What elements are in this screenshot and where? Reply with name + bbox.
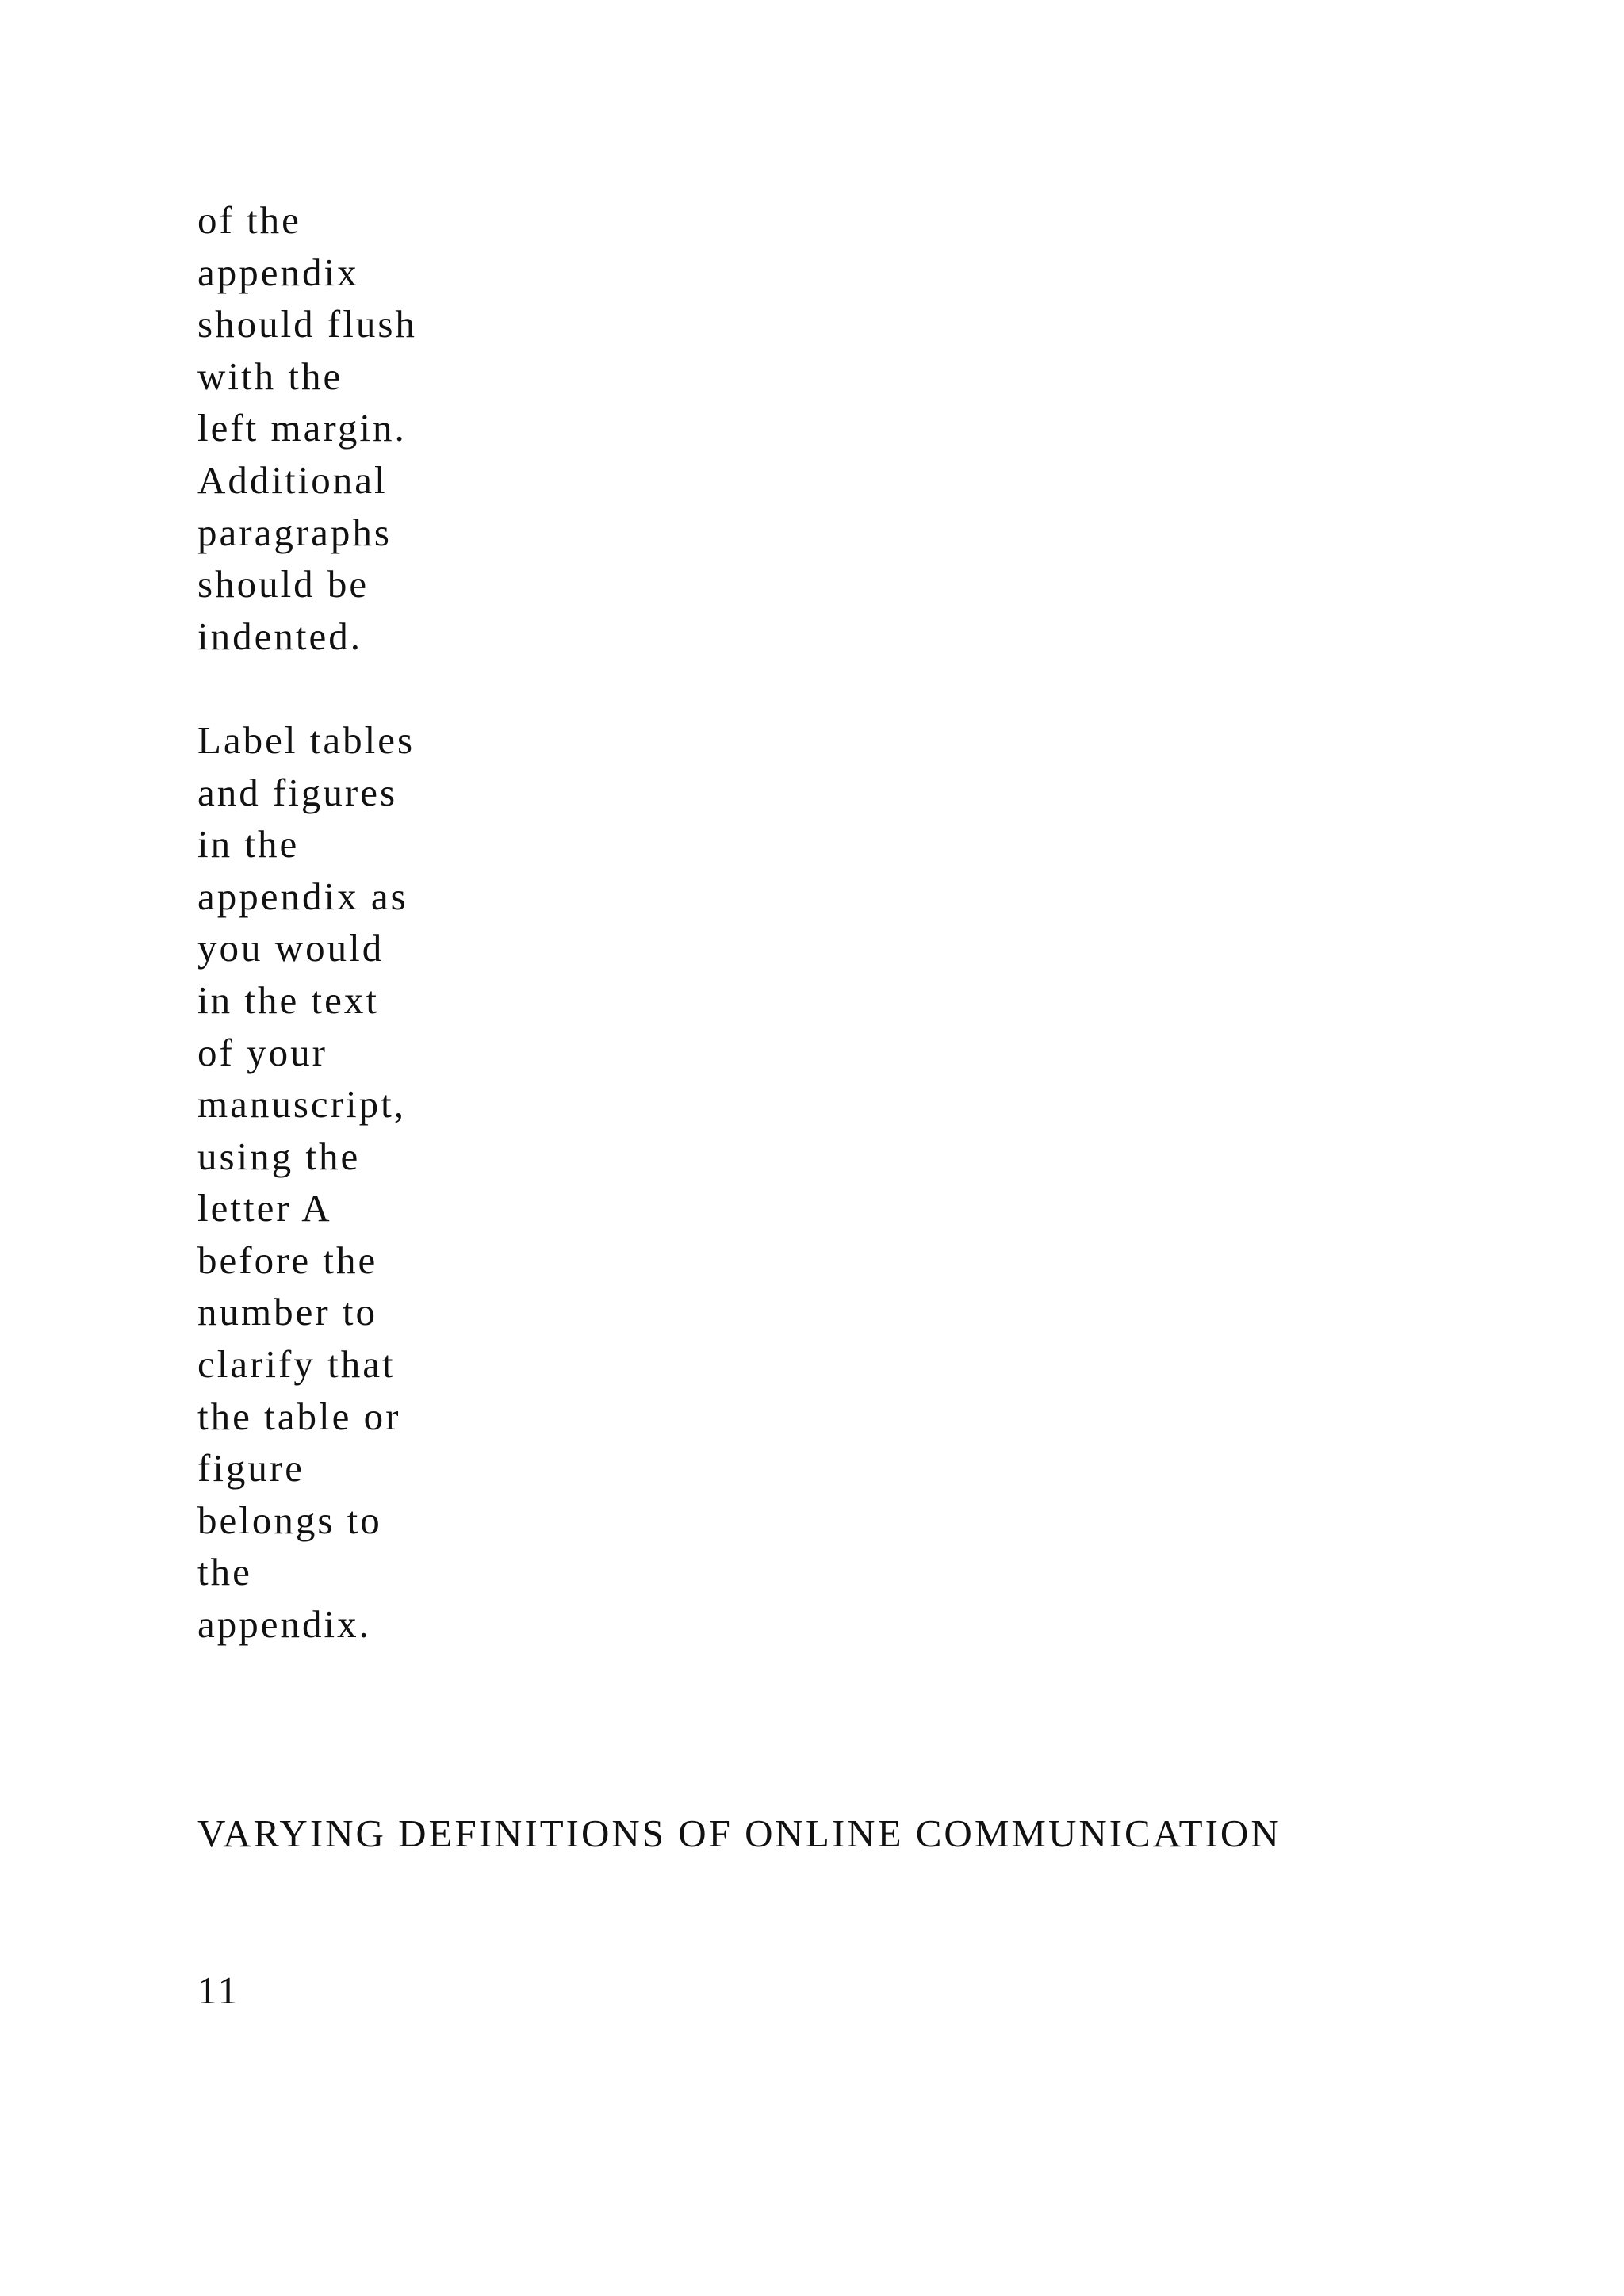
- text-line: Label tables: [197, 718, 416, 762]
- text-line: indented.: [197, 614, 362, 658]
- text-line: you would: [197, 926, 385, 970]
- text-line: and figures: [197, 770, 398, 814]
- text-line: appendix as: [197, 874, 408, 918]
- text-line: with the: [197, 354, 343, 398]
- text-line: Additional: [197, 457, 388, 502]
- text-line: of your: [197, 1030, 327, 1074]
- text-line: appendix.: [197, 1602, 371, 1647]
- text-line: the table or: [197, 1394, 401, 1438]
- text-line: using the: [197, 1134, 361, 1178]
- text-line: of the: [197, 198, 301, 242]
- running-head: VARYING DEFINITIONS OF ONLINE COMMUNICATION: [197, 1812, 1281, 1855]
- page-number: 11: [197, 1969, 240, 2012]
- text-line: left margin.: [197, 406, 407, 450]
- text-line: the: [197, 1550, 252, 1594]
- text-line: appendix: [197, 250, 359, 294]
- text-line: paragraphs: [197, 510, 392, 554]
- text-line: should be: [197, 562, 370, 607]
- text-line: clarify that: [197, 1342, 396, 1387]
- text-line: in the: [197, 822, 300, 867]
- paragraph-gap: [197, 662, 1545, 714]
- text-line: should flush: [197, 302, 417, 346]
- text-line: belongs to: [197, 1498, 382, 1542]
- text-line: letter A: [197, 1186, 332, 1230]
- text-line: manuscript,: [197, 1082, 406, 1127]
- text-line: number to: [197, 1290, 378, 1334]
- body-text: [197, 194, 1545, 1651]
- text-line: before the: [197, 1238, 378, 1282]
- text-line: in the text: [197, 978, 379, 1022]
- text-line: figure: [197, 1446, 304, 1490]
